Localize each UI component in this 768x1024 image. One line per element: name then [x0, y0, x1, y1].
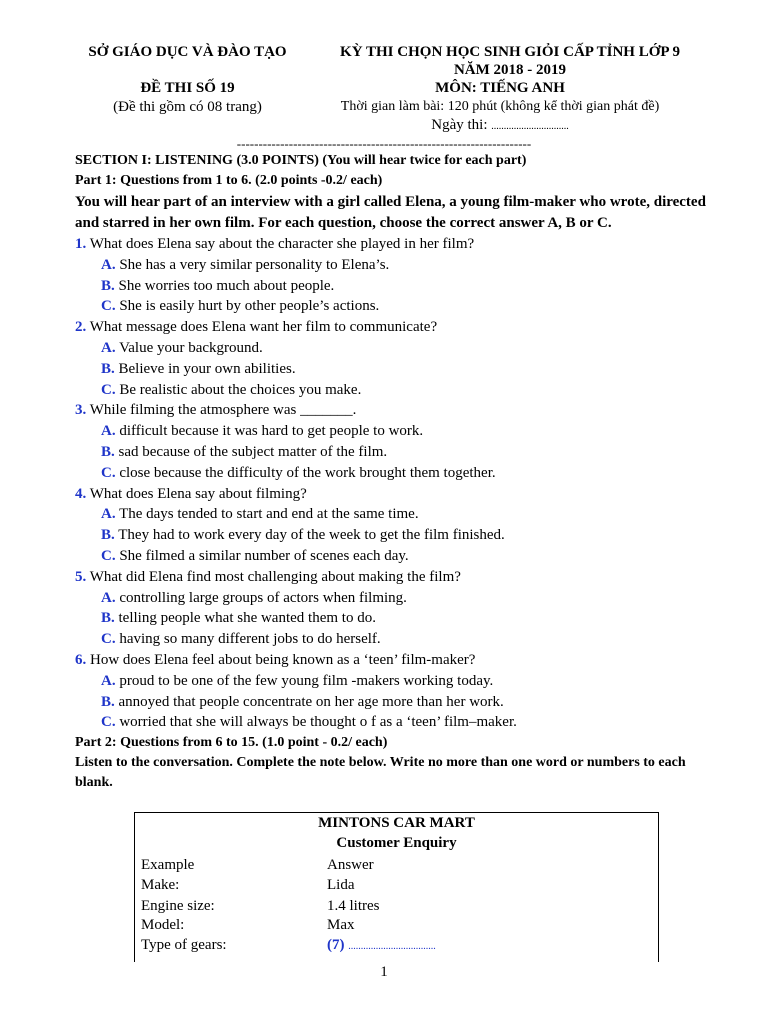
option-text: proud to be one of the few young film -makers working today. [119, 672, 494, 689]
exam-code: ĐỀ THI SỐ 19 [140, 80, 235, 96]
answer-option[interactable] [75, 296, 725, 317]
department-name: SỞ GIÁO DỤC VÀ ĐÀO TẠO [88, 44, 287, 60]
form-row-label: Make: [141, 877, 180, 893]
form-subtitle: Customer Enquiry [336, 835, 457, 851]
form-row [141, 877, 651, 897]
answer-option[interactable] [75, 692, 725, 713]
option-letter: C. [101, 464, 116, 481]
question-6 [75, 650, 725, 671]
page-number: 1 [380, 964, 388, 980]
option-text: She worries too much about people. [118, 277, 335, 294]
header-row-2 [0, 62, 768, 82]
option-letter: A. [101, 423, 116, 440]
answer-option[interactable] [75, 712, 725, 733]
option-text: having so many different jobs to do herself. [119, 631, 381, 648]
option-text: The days tended to start and end at the same time. [119, 506, 419, 523]
option-text: controlling large groups of actors when filming. [119, 589, 407, 606]
answer-option[interactable] [75, 504, 725, 525]
option-letter: C. [101, 381, 116, 398]
header-row-4 [0, 99, 768, 119]
question-number: 6. [75, 651, 87, 668]
option-text: worried that she will always be thought o f as a ‘teen’ film–maker. [119, 714, 517, 731]
option-letter: C. [101, 714, 116, 731]
option-letter: B. [101, 527, 115, 544]
question-number: 2. [75, 319, 87, 336]
option-text: telling people what she wanted them to do. [118, 610, 376, 627]
section-title: SECTION I: LISTENING (3.0 POINTS) (You will hear twice for each part) [75, 153, 527, 168]
question-text: What does Elena say about filming? [89, 485, 307, 502]
customer-enquiry-form [134, 812, 659, 962]
option-letter: B. [101, 610, 115, 627]
option-letter: A. [101, 256, 116, 273]
option-letter: C. [101, 547, 116, 564]
time-allowed: Thời gian làm bài: 120 phút (không kể thời gian phát đề) [340, 99, 660, 114]
option-text: Be realistic about the choices you make. [119, 381, 362, 398]
part1-title: Part 1: Questions from 1 to 6. (2.0 points -0.2/ each) [75, 173, 383, 188]
option-text: close because the difficulty of the work brought them together. [119, 464, 496, 481]
form-row-value [327, 857, 374, 874]
answer-option[interactable] [75, 359, 725, 380]
answer-option[interactable] [75, 442, 725, 463]
form-value-text: Answer [327, 857, 374, 873]
exam-title: KỲ THI CHỌN HỌC SINH GIỎI CẤP TỈNH LỚP 9 [340, 44, 680, 60]
answer-blank[interactable]: ................................... [348, 941, 436, 952]
exam-date [400, 117, 600, 134]
option-letter: B. [101, 443, 115, 460]
form-row [141, 917, 651, 937]
form-row-label: Model: [141, 917, 185, 933]
form-row-value [327, 898, 380, 915]
form-value-text: Lida [327, 877, 355, 893]
answer-option[interactable] [75, 671, 725, 692]
question-text: What does Elena say about the character she played in her film? [89, 236, 475, 252]
form-row [141, 857, 651, 877]
form-row-value [327, 877, 355, 894]
header-divider: -------------------------------------------------------------------- [236, 136, 532, 151]
answer-option[interactable] [75, 255, 725, 276]
subject: MÔN: TIẾNG ANH [435, 80, 565, 96]
option-letter: B. [101, 693, 115, 710]
date-label: Ngày thi: [431, 117, 488, 133]
header-row-1 [0, 44, 768, 64]
answer-option[interactable] [75, 463, 725, 484]
option-text: They had to work every day of the week to get the film finished. [118, 527, 505, 544]
option-text: difficult because it was hard to get people to work. [119, 423, 424, 440]
form-value-text: (7) [327, 937, 345, 953]
option-text: sad because of the subject matter of the film. [118, 443, 388, 460]
section-listening [75, 151, 725, 792]
option-letter: A. [101, 589, 116, 606]
question-4 [75, 484, 725, 505]
option-text: She filmed a similar number of scenes each day. [119, 547, 409, 564]
part2-title: Part 2: Questions from 6 to 15. (1.0 point - 0.2/ each) [75, 735, 388, 751]
answer-option[interactable] [75, 380, 725, 401]
option-letter: A. [101, 339, 116, 356]
question-2 [75, 317, 725, 338]
date-blank: ............................... [491, 121, 569, 132]
option-text: Value your background. [119, 339, 263, 356]
form-value-text: Max [327, 917, 355, 933]
exam-year: NĂM 2018 - 2019 [453, 62, 567, 78]
form-row-label: Engine size: [141, 898, 215, 914]
part1-instructions: You will hear part of an interview with a girl called Elena, a young film-maker who wrote, directed and starred in her own film. For each question, choose the correct answer A, B or C. [75, 194, 706, 231]
form-row-label: Example [141, 857, 195, 873]
answer-option[interactable] [75, 588, 725, 609]
question-text: How does Elena feel about being known as a ‘teen’ film-maker? [90, 651, 476, 668]
header-row-3 [0, 80, 768, 100]
form-row-value[interactable] [327, 937, 436, 954]
form-row [141, 898, 651, 918]
question-3 [75, 400, 725, 421]
form-row-value [327, 917, 355, 934]
option-text: Believe in your own abilities. [118, 360, 296, 377]
form-title: MINTONS CAR MART [318, 815, 475, 831]
question-number: 1. [75, 236, 87, 252]
question-number: 5. [75, 568, 87, 585]
question-list [75, 234, 725, 733]
header-row-5 [0, 117, 768, 137]
answer-option[interactable] [75, 421, 725, 442]
answer-option[interactable] [75, 608, 725, 629]
option-letter: C. [101, 298, 116, 315]
part2-instructions: Listen to the conversation. Complete the note below. Write no more than one word or numbers to each blank. [75, 755, 686, 790]
option-text: She has a very similar personality to Elena’s. [119, 256, 390, 273]
option-letter: B. [101, 360, 115, 377]
option-text: She is easily hurt by other people’s actions. [119, 298, 380, 315]
page-count-note: (Đề thi gồm có 08 trang) [113, 99, 262, 115]
form-value-text: 1.4 litres [327, 898, 380, 914]
form-row-label: Type of gears: [141, 937, 227, 953]
question-1 [75, 234, 725, 255]
answer-option[interactable] [75, 276, 725, 297]
option-text: annoyed that people concentrate on her age more than her work. [118, 693, 504, 710]
option-letter: B. [101, 277, 115, 294]
option-letter: A. [101, 672, 116, 689]
question-5 [75, 567, 725, 588]
form-row [141, 937, 651, 957]
question-text: What did Elena find most challenging about making the film? [89, 568, 461, 585]
question-text: While filming the atmosphere was _______. [89, 402, 357, 419]
answer-option[interactable] [75, 338, 725, 359]
option-letter: A. [101, 506, 116, 523]
option-letter: C. [101, 631, 116, 648]
answer-option[interactable] [75, 525, 725, 546]
question-text: What message does Elena want her film to communicate? [89, 319, 438, 336]
answer-option[interactable] [75, 629, 725, 650]
question-number: 4. [75, 485, 87, 502]
question-number: 3. [75, 402, 87, 419]
answer-option[interactable] [75, 546, 725, 567]
